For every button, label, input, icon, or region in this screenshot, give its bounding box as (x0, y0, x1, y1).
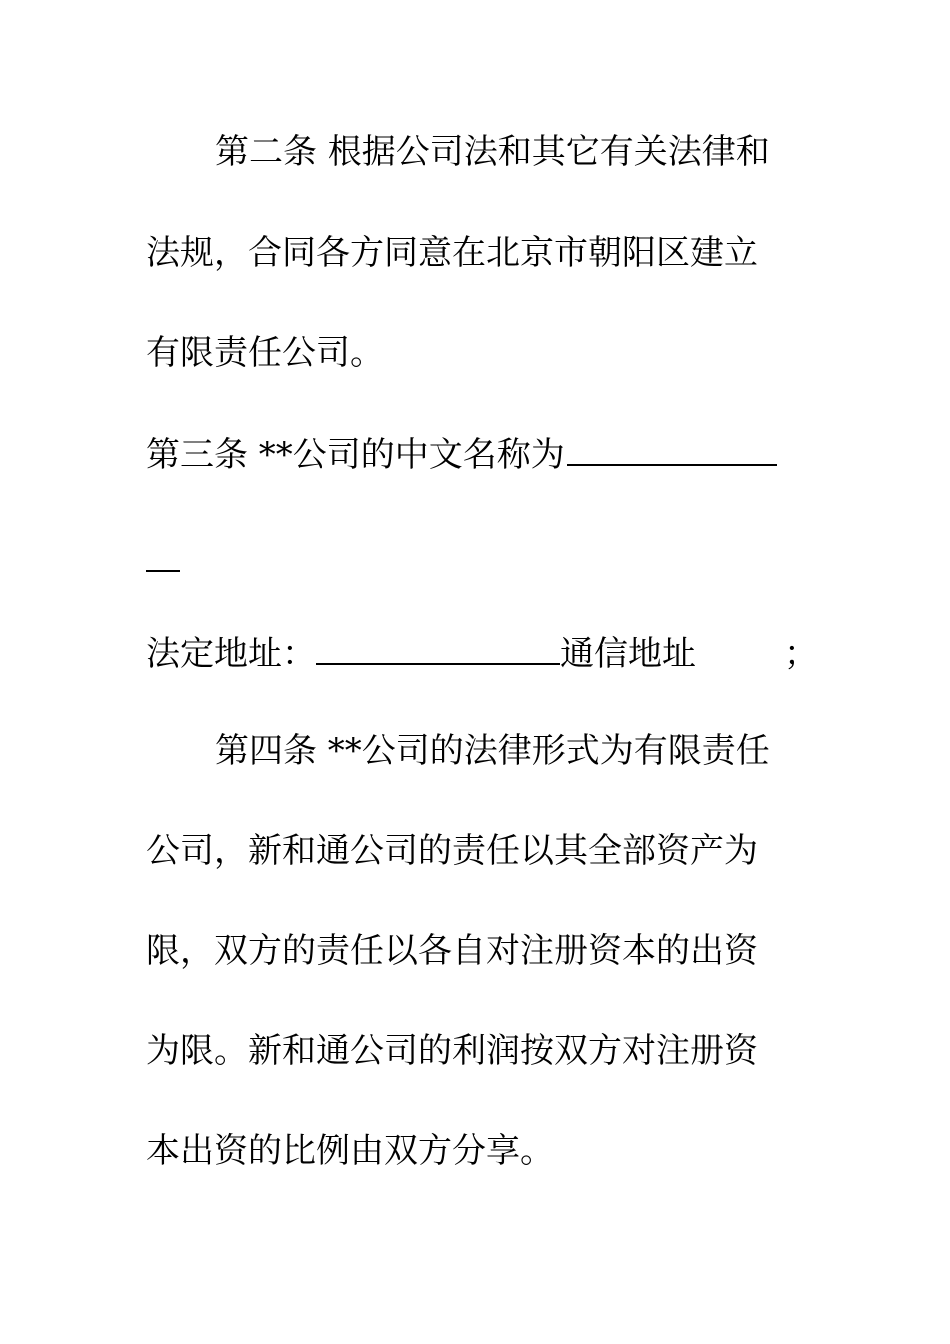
chinese-name-blank-continued (146, 548, 180, 572)
article-4-line-4: 为限。新和通公司的利润按双方对注册资 (146, 1031, 758, 1071)
legal-address-blank (316, 633, 560, 665)
article-3-blank-continuation (146, 541, 180, 581)
address-end-mark: ； (784, 634, 818, 674)
article-3-text: 第三条 **公司的中文名称为 (146, 435, 565, 475)
article-4-line-5: 本出资的比例由双方分享。 (146, 1131, 554, 1171)
address-line (146, 633, 818, 674)
article-3-line-1 (146, 434, 777, 475)
article-2-line-2: 法规，合同各方同意在北京市朝阳区建立 (146, 233, 758, 273)
article-2-line-1: 第二条 根据公司法和其它有关法律和 (215, 132, 770, 172)
mail-address-label: 通信地址 (560, 634, 696, 674)
article-2-line-3: 有限责任公司。 (146, 333, 384, 373)
article-4-line-3: 限，双方的责任以各自对注册资本的出资 (146, 931, 758, 971)
article-4-line-1: 第四条 **公司的法律形式为有限责任 (215, 731, 770, 771)
chinese-name-blank (567, 434, 777, 466)
legal-address-label: 法定地址： (146, 634, 316, 674)
article-4-line-2: 公司，新和通公司的责任以其全部资产为 (146, 831, 758, 871)
